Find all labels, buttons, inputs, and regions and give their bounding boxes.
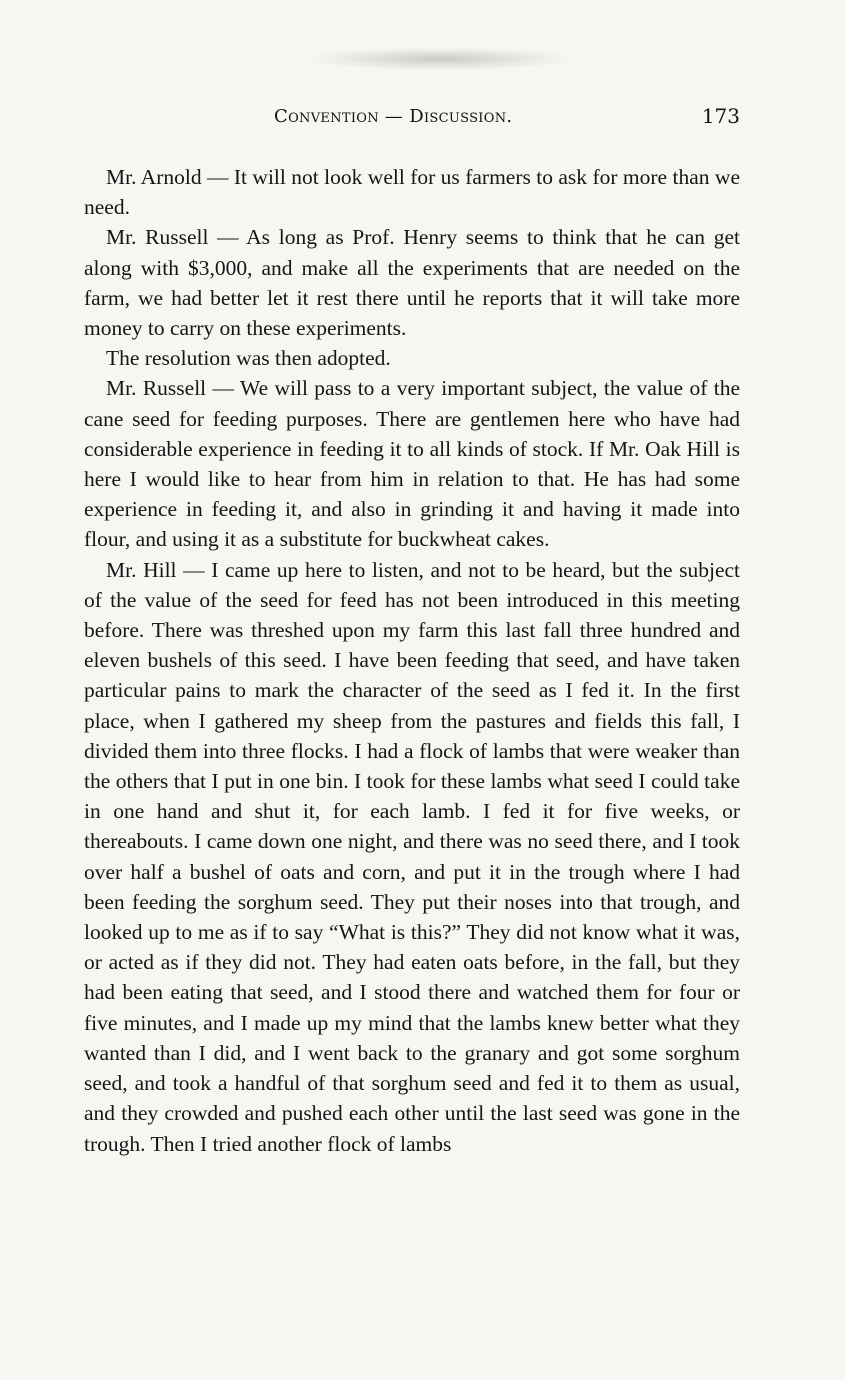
- paragraph-resolution: The resolution was then adopted.: [106, 346, 391, 371]
- ink-smudge: [310, 48, 570, 70]
- paragraph-arnold: Mr. Arnold — It will not look well for us farmers to ask for more than we need.: [84, 165, 740, 220]
- body-text: [84, 162, 740, 1159]
- running-head: Convention — Discussion.: [274, 106, 513, 127]
- paragraph-russell-budget: Mr. Russell — As long as Prof. Henry seems to think that he can get along with $3,000, and make all the experiments that are needed on the farm, we had better let it rest there until he reports that it will take more money to carry on these experiments.: [84, 225, 740, 341]
- paragraph-russell-cane-seed: Mr. Russell — We will pass to a very important subject, the value of the cane seed for feeding purposes. There are gentlemen here who have had considerable experience in feeding it to all kinds of stock. If Mr. Oak Hill is here I would like to hear from him in relation to that. He has had some experience in feeding it, and also in grinding it and having it made into flour, and using it as a substitute for buckwheat cakes.: [84, 376, 740, 552]
- page-number: 173: [701, 104, 740, 128]
- page-header: [84, 104, 740, 134]
- paragraph-hill: Mr. Hill — I came up here to listen, and not to be heard, but the subject of the value of the seed for feed has not been introduced in this meeting before. There was threshed upon my farm this last fall three hundred and eleven bushels of this seed. I have been feeding that seed, and have taken particular pains to mark the character of the seed as I fed it. In the first place, when I gathered my sheep from the pastures and fields this fall, I divided them into three flocks. I had a flock of lambs that were weaker than the others that I put in one bin. I took for these lambs what seed I could take in one hand and shut it, for each lamb. I fed it for five weeks, or thereabouts. I came down one night, and there was no seed there, and I took over half a bushel of oats and corn, and put it in the trough where I had been feeding the sorghum seed. They put their noses into that trough, and looked up to me as if to say “What is this?” They did not know what it was, or acted as if they did not. They had eaten oats before, in the fall, but they had been eating that seed, and I stood there and watched them for four or five minutes, and I made up my mind that the lambs knew better what they wanted than I did, and I went back to the granary and got some sorghum seed, and took a handful of that sorghum seed and fed it to them as usual, and they crowded and pushed each other until the last seed was gone in the trough. Then I tried another flock of lambs: [84, 557, 740, 1156]
